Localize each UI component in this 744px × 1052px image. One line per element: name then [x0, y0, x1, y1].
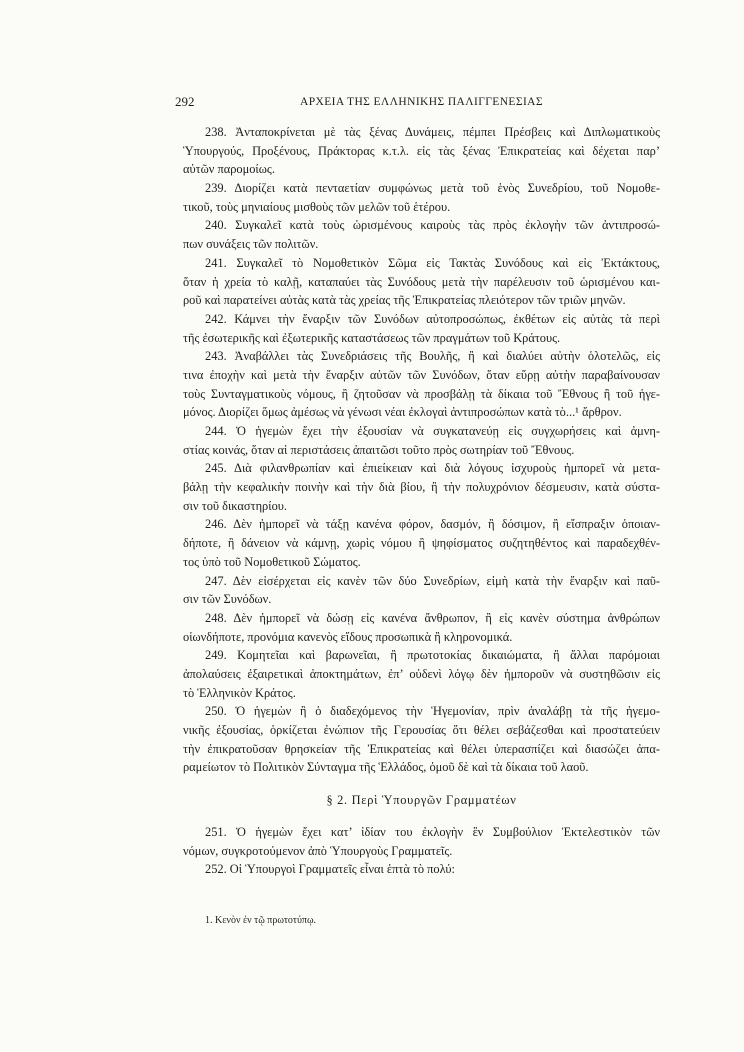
article-line: πων συνάξεις τῶν πολιτῶν.: [183, 237, 319, 252]
article-line: 241. Συγκαλεῖ τὸ Νομοθετικὸν Σῶμα εἰς Τακτὰς Συνόδους καὶ εἰς Ἐκτάκτους,: [205, 255, 660, 270]
article-line: ὅταν ἡ χρεία τὸ καλῇ, καταπαύει τὰς Συνόδους μετὰ τὴν παρέλευσιν τοῦ ὡρισμένου και-: [183, 274, 660, 289]
article-249: [183, 646, 660, 702]
article-246: [183, 515, 660, 571]
footnote: 1. Κενὸν ἐν τῷ πρωτοτύπῳ.: [205, 915, 317, 926]
article-line: 249. Κομητεῖαι καὶ βαρωνεῖαι, ἢ πρωτοτοκίας δικαιώματα, ἢ ἄλλαι παρόμοιαι: [205, 648, 660, 663]
article-247: [183, 572, 660, 609]
article-line: 246. Δὲν ἠμπορεῖ νὰ τάξῃ κανένα φόρον, δασμόν, ἢ δόσιμον, ἢ εἴσπραξιν ὁποιαν-: [205, 517, 660, 532]
article-line: 247. Δὲν εἰσέρχεται εἰς κανὲν τῶν δύο Συνεδρίων, εἰμὴ κατὰ τὴν ἔναρξιν καὶ παῦ-: [205, 573, 660, 588]
article-line: ραμείωτον τὸ Πολιτικὸν Σύνταγμα τῆς Ἑλλάδος, ὁμοῦ δὲ καὶ τὰ δίκαια τοῦ λαοῦ.: [183, 760, 589, 775]
section-heading: § 2. Περὶ Ὑπουργῶν Γραμματέων: [326, 793, 517, 807]
article-line: νόμων, συγκροτούμενον ἀπὸ Ὑπουργοὺς Γραμματεῖς.: [183, 843, 453, 858]
article-line: οἱωνδήποτε, προνόμια κανενὸς εἴδους προσωπικὰ ἢ κληρονομικά.: [183, 629, 513, 644]
article-line: ροῦ καὶ παρατείνει αὐτὰς κατὰ τὰς χρείας τῆς Ἐπικρατείας πλειότερον τῶν τριῶν μηνῶν.: [183, 293, 626, 308]
running-title: ΑΡΧΕΙΑ ΤΗΣ ΕΛΛΗΝΙΚΗΣ ΠΑΛΙΓΓΕΝΕΣΙΑΣ: [300, 96, 543, 108]
article-line: 243. Ἀναβάλλει τὰς Συνεδριάσεις τῆς Βουλῆς, ἢ καὶ διαλύει αὐτὴν ὁλοτελῶς, εἰς: [205, 349, 660, 364]
article-line: μόνος. Διορίζει ὅμως ἀμέσως νὰ γένωσι νέαι ἐκλογαὶ ἀντιπροσώπων κατὰ τὸ...¹ ἄρθρον.: [183, 405, 622, 420]
page-number: 292: [175, 94, 195, 109]
article-line: 244. Ὁ ἡγεμὼν ἔχει τὴν ἐξουσίαν νὰ συγκατανεύῃ εἰς συγχωρήσεις καὶ ἀμνη-: [205, 424, 660, 438]
article-line: Ὑπουργούς, Προξένους, Πράκτορας κ.τ.λ. εἰς τὰς ξένας Ἐπικρατείας καὶ δέχεται παρ’: [183, 143, 660, 158]
articles-body: [183, 123, 660, 777]
article-line: αὐτῶν παρομοίως.: [183, 162, 275, 177]
article-line: 242. Κάμνει τὴν ἔναρξιν τῶν Συνόδων αὐτοπροσώπως, ἐκθέτων εἰς αὐτὰς τὰ περὶ: [205, 311, 660, 326]
article-line: τῆς ἐσωτερικῆς καὶ ἐξωτερικῆς καταστάσεως τῶν πραγμάτων τοῦ Κράτους.: [183, 330, 561, 345]
article-242: [183, 310, 660, 347]
article-252: [183, 860, 660, 879]
article-line: δήποτε, ἢ δάνειον νὰ κάμνῃ, χωρὶς νόμου ἢ ψηφίσματος συζητηθέντος καὶ παραδεχθέν-: [183, 536, 660, 551]
article-250: [183, 702, 660, 777]
article-241: [183, 254, 660, 310]
article-line: ἀπολαύσεις ἐξαιρετικαὶ ἀποκτημάτων, ἐπ’ οὐδενὶ λόγῳ δὲν ἠμποροῦν νὰ συστηθῶσιν εἰς: [183, 666, 660, 681]
article-244: [183, 422, 660, 459]
article-line: 251. Ὁ ἡγεμὼν ἔχει κατ’ ἰδίαν του ἐκλογὴν ἓν Συμβούλιον Ἐκτελεστικὸν τῶν: [205, 825, 660, 839]
article-243: [183, 347, 660, 422]
article-line: 252. Οἱ Ὑπουργοὶ Γραμματεῖς εἶναι ἑπτὰ τὸ πολύ:: [205, 862, 455, 877]
article-238: [183, 123, 660, 179]
article-line: τὸ Ἑλληνικὸν Κράτος.: [183, 685, 296, 700]
article-line: 250. Ὁ ἡγεμὼν ἢ ὁ διαδεχόμενος τὴν Ἡγεμονίαν, πρὶν ἀναλάβῃ τὰ τῆς ἡγεμο-: [205, 704, 660, 719]
article-248: [183, 609, 660, 646]
article-line: 239. Διορίζει κατὰ πενταετίαν συμφώνως μετὰ τοῦ ἑνὸς Συνεδρίου, τοῦ Νομοθε-: [205, 181, 660, 196]
article-line: 240. Συγκαλεῖ κατὰ τοὺς ὡρισμένους καιροὺς τὰς πρὸς ἐκλογὴν τῶν ἀντιπροσώ-: [205, 218, 660, 233]
article-line: 245. Διὰ φιλανθρωπίαν καὶ ἐπιείκειαν καὶ διὰ λόγους ἰσχυροὺς ἠμπορεῖ νὰ μετα-: [205, 461, 660, 476]
article-line: τικοῦ, τοὺς μηνιαίους μισθοὺς τῶν μελῶν τοῦ ἑτέρου.: [183, 199, 451, 214]
article-245: [183, 459, 660, 515]
article-line: στίας κοινάς, ὅταν αἱ περιστάσεις ἀπαιτῶσι τοῦτο πρὸς σωτηρίαν τοῦ Ἔθνους.: [183, 442, 575, 457]
article-line: τοὺς Συνταγματικοὺς νόμους, ἢ ζητοῦσαν νὰ προσβάλῃ τὰ δίκαια τοῦ Ἔθνους ἢ τοῦ ἡγε-: [183, 386, 660, 401]
article-line: βάλῃ τὴν κεφαλικὴν ποινὴν καὶ τὴν διὰ βίου, ἢ τὴν πολυχρόνιον δέσμευσιν, κατὰ σύστα-: [183, 480, 660, 495]
article-line: τὴν ἐπικρατοῦσαν θρησκείαν τῆς Ἐπικρατείας καὶ θέλει ὑπερασπίζει καὶ διασώζει ἀπα-: [183, 741, 660, 756]
article-239: [183, 179, 660, 216]
article-line: σιν τοῦ δικαστηρίου.: [183, 498, 288, 513]
article-line: σιν τῶν Συνόδων.: [183, 592, 272, 607]
article-251: [183, 823, 660, 860]
article-240: [183, 216, 660, 253]
article-line: νικῆς ἐξουσίας, ὁρκίζεται ἐνώπιον τῆς Γερουσίας ὅτι θέλει σεβάζεσθαι καὶ προστατεύειν: [183, 723, 660, 737]
article-line: τος ὑπὸ τοῦ Νομοθετικοῦ Σώματος.: [183, 554, 361, 569]
article-line: 238. Ἀνταποκρίνεται μὲ τὰς ξένας Δυνάμεις, πέμπει Πρέσβεις καὶ Διπλωματικοὺς: [205, 125, 660, 139]
section-articles: [183, 823, 660, 879]
article-line: τινα ἐποχὴν καὶ μετὰ τὴν ἔναρξιν αὐτῶν τῶν Συνόδων, ὅταν εὕρῃ αὐτὴν παραβαίνουσαν: [183, 367, 660, 382]
article-line: 248. Δὲν ἠμπορεῖ νὰ δώσῃ εἰς κανένα ἄνθρωπον, ἢ εἰς κανὲν σύστημα ἀνθρώπων: [205, 610, 660, 625]
